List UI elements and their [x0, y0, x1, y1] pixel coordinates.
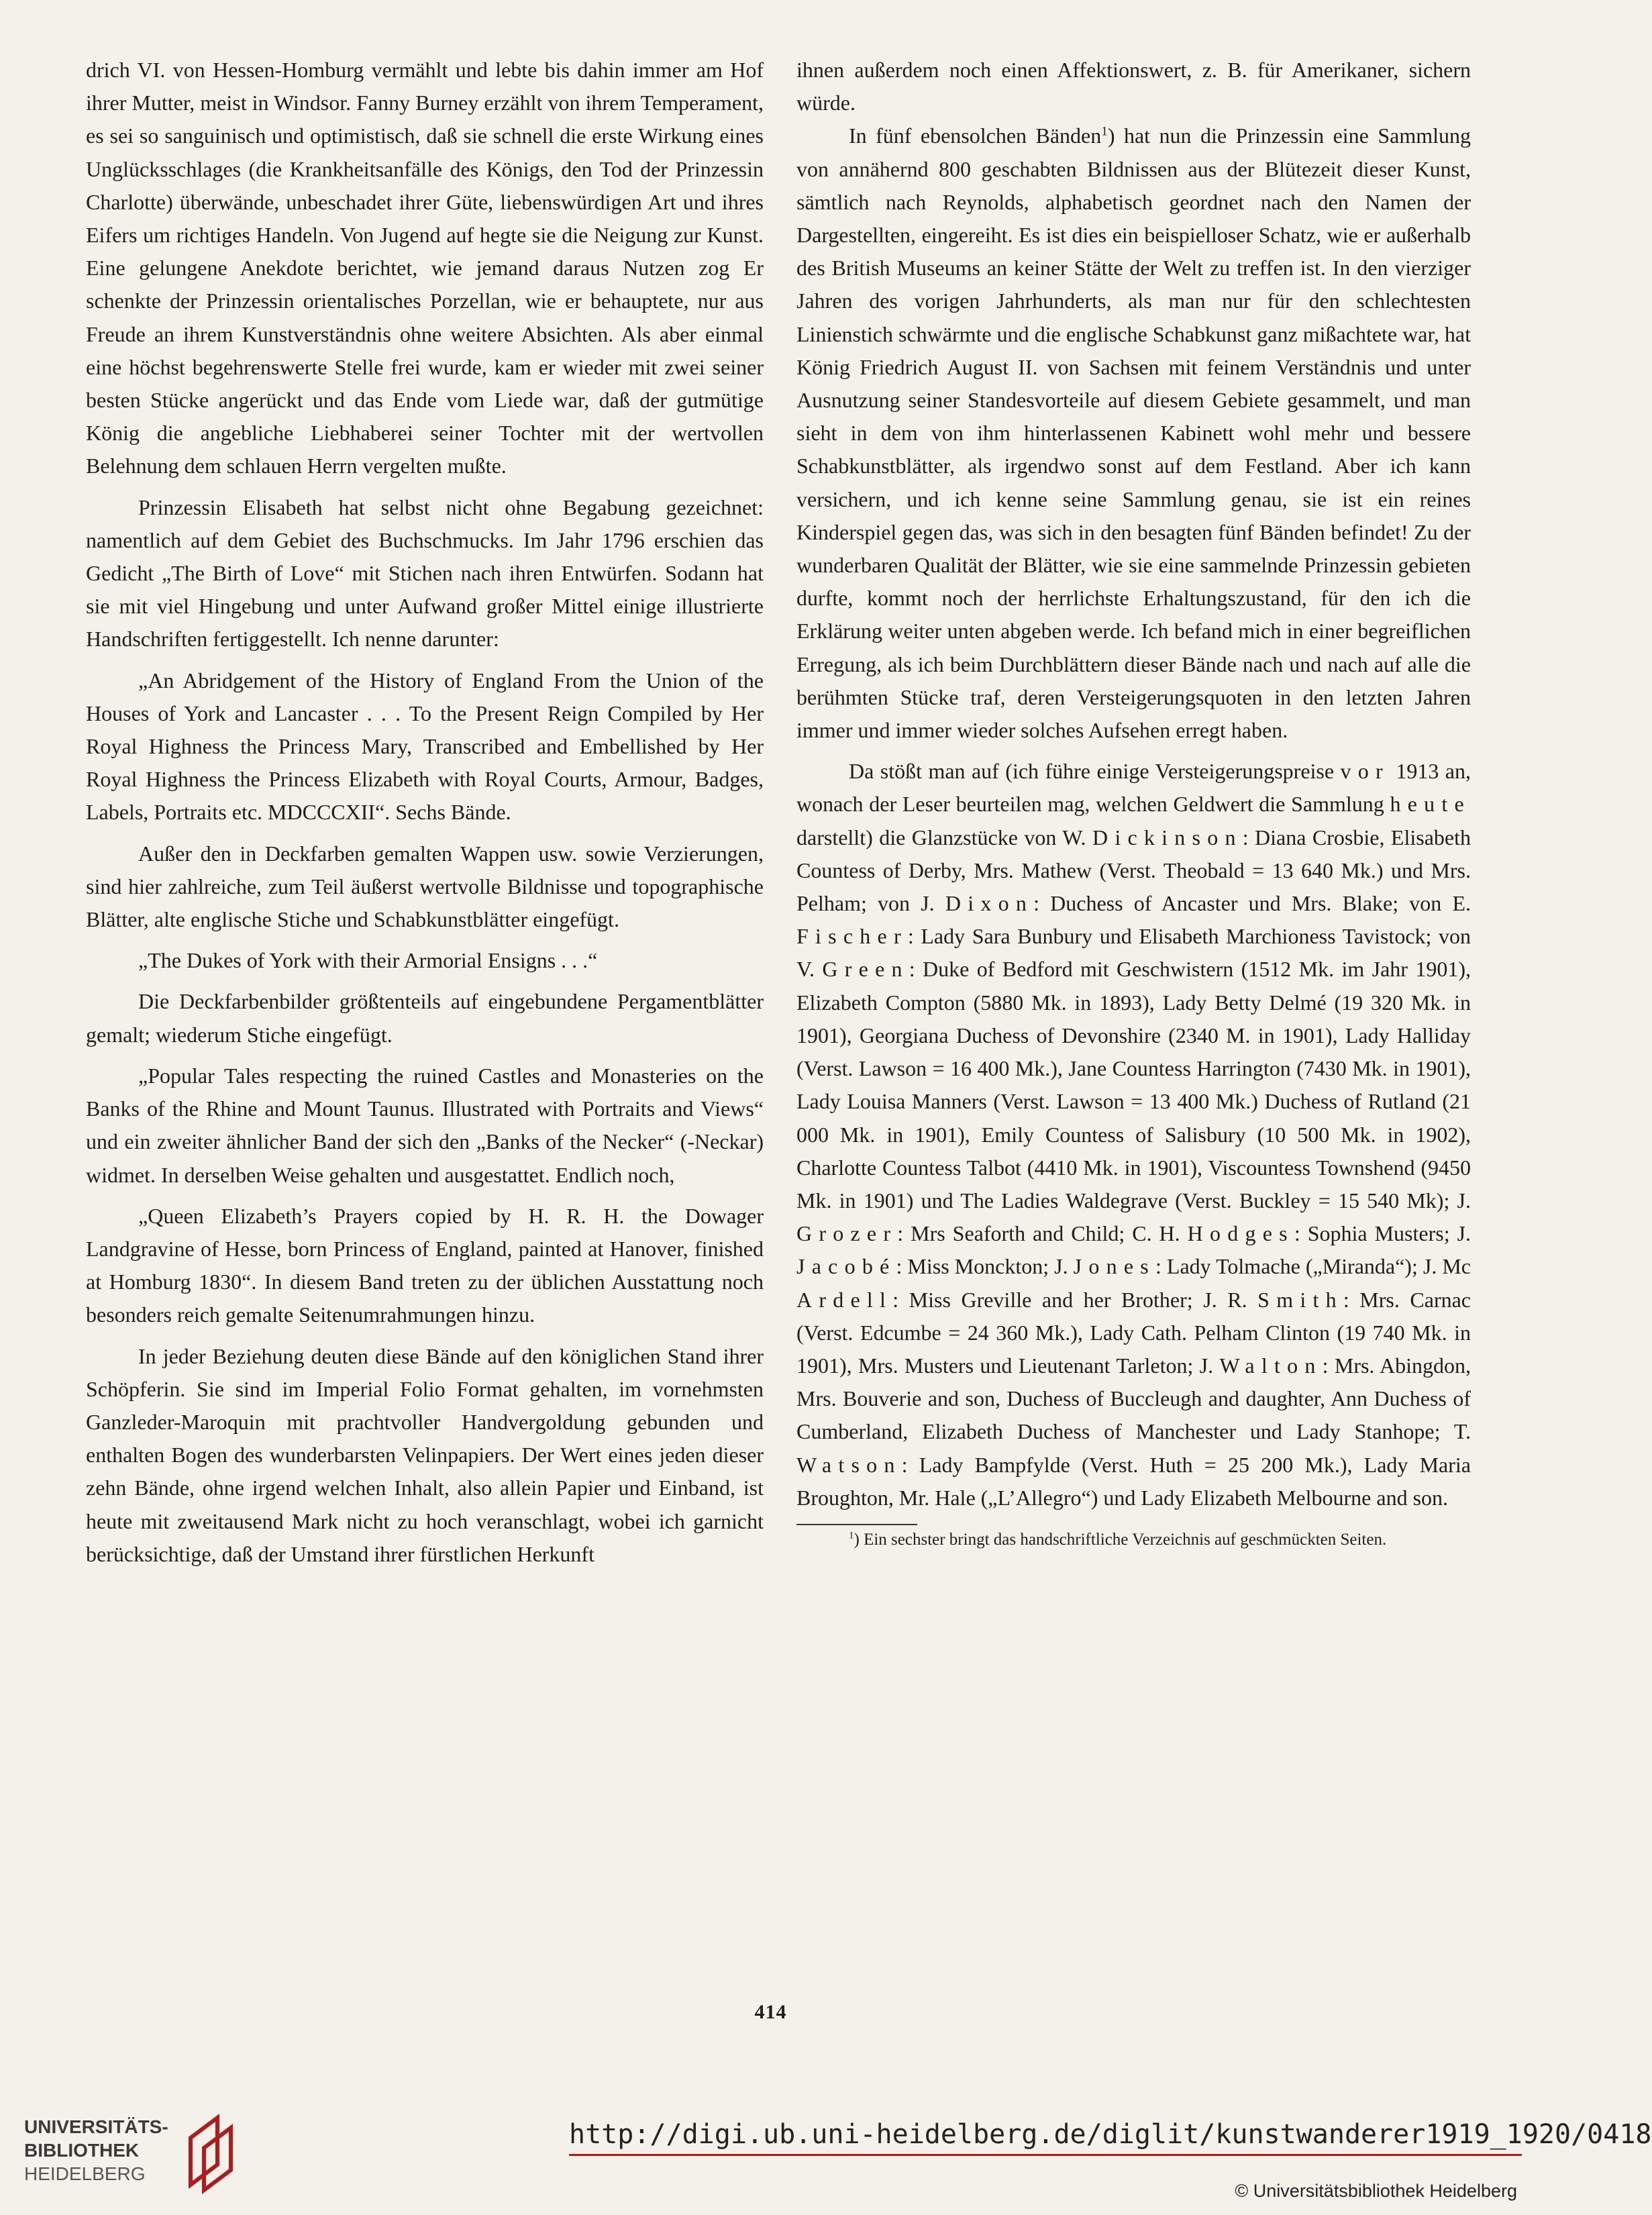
artist-name: Jacobé [796, 1254, 896, 1279]
digitization-footer [0, 2094, 1652, 2215]
footnote-number: 1 [849, 1530, 854, 1541]
footnote-text: ) Ein sechster bringt das handschriftliche Verzeichnis auf geschmückten Seiten. [854, 1530, 1387, 1549]
paragraph [796, 755, 1471, 1514]
text: : Lady Bampfylde (Verst. Huth = 25 200 Mk.), Lady Maria Broughton, Mr. Hale („L’Allegro“) und Lady Elizabeth Melbourne and son. [796, 1452, 1471, 1510]
quote-title: „Popular Tales respecting the ruined Castles and Monasteries on the Banks of the Rhine and Mount Taunus. Illustrated with Portraits and Views“ und ein zweiter ähnlicher Band der sich den „Banks of the Necker“ (-Neckar) widmet. In derselben Weise gehalten und ausgestattet. Endlich noch, [86, 1063, 764, 1187]
paragraph: drich VI. von Hessen-Homburg vermählt und lebte bis dahin immer am Hof ihrer Mutter, meist in Windsor. Fanny Burney erzählt von ihrem Temperament, es sei so sanguinisch und optimistisch, daß sie schnell die erste Wirkung eines Unglücksschlages (die Krankheitsanfälle des Königs, den Tod der Prinzessin Charlotte) überwände, unbeschadet ihrer Güte, liebenswürdigen Art und ihres Eifers um richtiges Handeln. Von Jugend auf hegte sie die Neigung zur Kunst. Eine gelungene Anekdote berichtet, wie jemand daraus Nutzen zog Er schenkte der Prinzessin orientalisches Porzellan, wie er behauptete, nur aus Freude an ihrem Kunstverständnis ohne weitere Absichten. Als aber einmal eine höchst begehrenswerte Stelle frei wurde, kam er wieder mit zwei seiner besten Stücke angerückt und das Ende vom Liede war, daß der gutmütige König die angebliche Liebhaberei seiner Tochter mit der wertvollen Belehnung dem schlauen Herrn vergelten mußte. [86, 58, 764, 478]
quote-title: „Queen Elizabeth’s Prayers copied by H. R. H. the Dowager Landgravine of Hesse, born Princess of England, painted at Hanover, finished at Homburg 1830“. In diesem Band treten zu der üblichen Ausstattung noch besonders reich gemalte Seitenumrahmungen hinzu. [86, 1203, 764, 1327]
library-name-line: HEIDELBERG [24, 2163, 146, 2184]
artist-name: Smith [1257, 1287, 1343, 1312]
footnote [796, 1529, 1471, 1551]
text: In fünf ebensolchen Bänden [849, 123, 1102, 148]
library-name-line: BIBLIOTHEK [24, 2140, 140, 2161]
paragraph: Prinzessin Elisabeth hat selbst nicht ohne Begabung gezeichnet: namentlich auf dem Gebiet des Buchschmucks. Im Jahr 1796 erschien das Gedicht „The Birth of Love“ mit Stichen nach ihren Entwürfen. Sodann hat sie mit viel Hingebung und unter Aufwand großer Mittel einige illustrierte Handschriften fertiggestellt. Ich nenne darunter: [86, 495, 764, 652]
footnote-reference: 1 [1101, 124, 1108, 139]
artist-name: Fischer [796, 924, 908, 949]
text: : Duke of Bedford mit Geschwistern (1512 Mk. im Jahr 1901), Elizabeth Compton (5880 Mk. in 1893), Lady Betty Delmé (19 320 Mk. in 1901), Georgiana Duchess of Devonshire (2340 M. in 1901), Lady Halliday (Verst. Lawson = 16 400 Mk.), Jane Countess Harrington (7430 Mk. in 1901), Lady Louisa Manners (Verst. Lawson = 13 400 Mk.) Duchess of Rutland (21 000 Mk. in 1901), Emily Countess of Salisbury (10 500 Mk. in 1902), Charlotte Countess Talbot (4410 Mk. in 1901), Viscountess Townshend (9450 Mk. in 1901) und The Ladies Waldegrave (Verst. Buckley = 15 540 Mk); J. [796, 957, 1472, 1213]
emphasis: vor [1340, 759, 1390, 784]
artist-name: Grozer [796, 1221, 898, 1246]
url-bar[interactable] [569, 2116, 1652, 2156]
library-emblem-icon [177, 2111, 238, 2192]
text: : Lady Tolmache („Miranda“); J. Mc [1155, 1254, 1472, 1279]
footnote-divider [796, 1524, 917, 1525]
paragraph [796, 119, 1471, 747]
artist-name: Ardell [796, 1287, 893, 1312]
paragraph: Außer den in Deckfarben gemalten Wappen usw. sowie Verzierungen, sind hier zahlreiche, zum Teil äußerst wertvolle Bildnisse und topographische Blätter, alte englische Stiche und Schabkunstblätter eingefügt. [86, 841, 764, 932]
quote-title: „The Dukes of York with their Armorial Ensigns . . .“ [138, 948, 598, 973]
artist-name: Jones [1073, 1254, 1155, 1279]
library-name [24, 2115, 168, 2185]
artist-name: Dixon [945, 891, 1034, 916]
text: : Duchess of Ancaster und Mrs. Blake; von E. [1033, 891, 1472, 916]
text: : Lady Sara Bunbury und Elisabeth Marchioness Tavistock; von V. [796, 924, 1471, 982]
artist-name: Hodges [1187, 1221, 1294, 1246]
text: darstellt) die Glanzstücke von W. [796, 825, 1092, 849]
artist-name: Dickinson [1092, 825, 1243, 849]
artist-name: Walton [1219, 1353, 1323, 1378]
text: : Mrs Seaforth and Child; C. H. [897, 1221, 1188, 1246]
text: Da stößt man auf (ich führe einige Versteigerungspreise [849, 759, 1341, 784]
text: : Sophia Musters; J. [1294, 1221, 1472, 1246]
text: : Mrs. Abingdon, Mrs. Bouverie and son, Duchess of Buccleugh and daughter, Ann Duchess of Cumberland, Elizabeth Duchess of Manchester und Lady Stanhope; T. [796, 1353, 1472, 1444]
paragraph: ihnen außerdem noch einen Affektionswert, z. B. für Amerikaner, sichern würde. [796, 58, 1471, 115]
paragraph: Die Deckfarbenbilder größtenteils auf eingebundene Pergamentblätter gemalt; wiederum Stiche eingefügt. [86, 989, 764, 1047]
library-logo [24, 2111, 400, 2205]
text: : Miss Greville and her Brother; J. R. [892, 1287, 1258, 1312]
text: 1913 an, wonach der Leser beurteilen mag, welchen Geldwert die Sammlung [796, 759, 1471, 817]
artist-name: Watson [796, 1452, 902, 1477]
library-name-line: UNIVERSITÄTS- [24, 2116, 168, 2137]
left-column [86, 54, 764, 1571]
text: : Diana Crosbie, Elisabeth Countess of Derby, Mrs. Mathew (Verst. Theobald = 13 640 Mk.) und Mrs. Pelham; von J. [796, 825, 1472, 916]
quote-title: „An Abridgement of the History of England From the Union of the Houses of York and Lancaster . . . To the Present Reign Compiled by Her Royal Highness the Princess Mary, Transcribed and Embellished by Her Royal Highness the Princess Elizabeth with Royal Courts, Armour, Badges, Labels, Portraits etc. MDCCCXII“. Sechs Bände. [86, 668, 764, 825]
permalink-url[interactable]: http://digi.ub.uni-heidelberg.de/diglit/kunstwanderer1919_1920/0418 [569, 2119, 1652, 2150]
text: : Miss Monckton; J. [896, 1254, 1074, 1279]
emphasis: heute [1390, 792, 1471, 817]
right-column [796, 54, 1471, 1551]
paragraph: In jeder Beziehung deuten diese Bände auf den königlichen Stand ihrer Schöpferin. Sie sind im Imperial Folio Format gehalten, im vornehmsten Ganzleder-Maroquin mit prachtvoller Handvergoldung gebunden und enthalten Bogen des wunderbarsten Velinpapiers. Der Wert eines jeden dieser zehn Bände, ohne irgend welchen Inhalt, also allein Papier und Einband, ist heute mit zweitausend Mark nicht zu hoch veranschlagt, wobei ich garnicht berücksichtige, daß der Umstand ihrer fürstlichen Herkunft [86, 1343, 764, 1566]
text: ) hat nun die Prinzessin eine Sammlung von annähernd 800 geschabten Bildnissen aus der Blütezeit dieser Kunst, sämtlich nach Reynolds, alphabetisch geordnet nach den Namen der Dargestellten, eingereiht. Es ist dies ein beispielloser Schatz, wie er außerhalb des British Museums an keiner Stätte der Welt zu treffen ist. In den vierziger Jahren des vorigen Jahrhunderts, als man nur für den schlechtesten Linienstich schwärmte und die englische Schabkunst ganz mißachtete war, hat König Friedrich August II. von Sachsen mit feinem Verständnis und unter Ausnutzung seiner Standesvorteile auf diesem Gebiete gesammelt, und man sieht in dem von ihm hinterlassenen Kabinett wohl mehr und bessere Schabkunstblätter, als irgendwo sonst auf dem Festland. Aber ich kann versichern, und ich kenne seine Sammlung genau, sie ist ein reines Kinderspiel gegen das, was sich in den besagten fünf Bänden befindet! Zu der wunderbaren Qualität der Blätter, wie sie eine sammelnde Prinzessin gebieten durfte, kommt noch der herrlichste Erhaltungszustand, für den ich die Erklärung weiter unten abgeben werde. Ich befand mich in einer begreiflichen Erregung, als ich beim Durchblättern dieser Bände nach und nach auf alle die berühmten Stücke traf, deren Versteigerungsquoten in den letzten Jahren immer und immer wieder solches Aufsehen erregt haben. [796, 123, 1471, 743]
page-number: 414 [754, 2001, 787, 2023]
copyright-notice: © Universitätsbibliothek Heidelberg [1235, 2181, 1517, 2201]
artist-name: Green [822, 957, 909, 982]
text: : Mrs. Carnac (Verst. Edcumbe = 24 360 Mk.), Lady Cath. Pelham Clinton (19 740 Mk. in 1901), Mrs. Musters und Lieutenant Tarleton; J. [796, 1287, 1472, 1378]
